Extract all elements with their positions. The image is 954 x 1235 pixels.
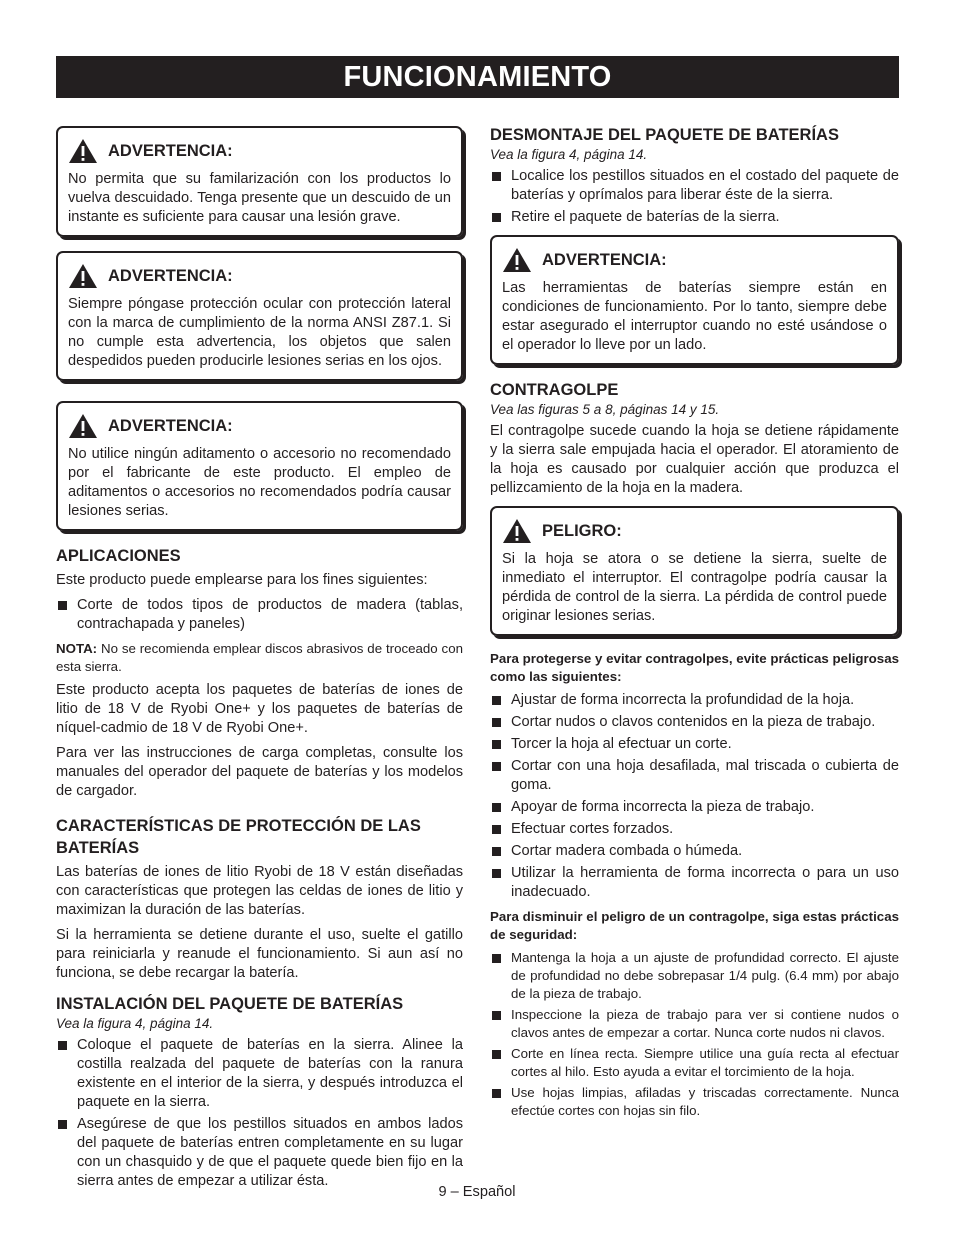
note-text: No se recomienda emplear discos abrasivos de troceado con esta sierra. (56, 641, 463, 674)
page-footer: 9 – Español (438, 1184, 516, 1200)
warning-text: Siempre póngase protección ocular con protección lateral con la marca de cumplimiento de la norma ANSI Z87.1. Si no cumple esta advertencia, los objetos que salen despedidos pueden producirle lesiones serias en los ojos. (68, 296, 451, 369)
danger-box (490, 506, 899, 636)
warning-header (68, 263, 451, 289)
list-item: Localice los pestillos situados en el costado del paquete de baterías y oprímalos para liberar éste de la sierra. (490, 167, 899, 205)
list-item: Utilizar la herramienta de forma incorrecta o para un uso inadecuado. (490, 864, 899, 902)
danger-title: PELIGRO: (542, 521, 622, 540)
avoid-intro: Para protegerse y evitar contragolpes, evite prácticas peligrosas como las siguientes: (490, 651, 899, 684)
left-column (56, 124, 463, 1197)
warning-triangle-icon (68, 263, 98, 289)
warning-triangle-icon (68, 138, 98, 164)
warning-header (502, 247, 887, 273)
warning-title: ADVERTENCIA: (108, 266, 233, 285)
avoid-list (490, 691, 899, 902)
list-item: Torcer la hoja al efectuar un corte. (490, 735, 899, 754)
list-item: Cortar madera combada o húmeda. (490, 842, 899, 861)
danger-text: Si la hoja se atora o se detiene la sierra, suelte de inmediato el interruptor. El contragolpe podría causar la pérdida de control de la sierra. La pérdida de control puede originar lesiones serias. (502, 551, 887, 624)
aplicaciones-list (56, 596, 463, 634)
warning-triangle-icon (502, 518, 532, 544)
right-column (490, 124, 899, 1126)
section-heading-instalacion: INSTALACIÓN DEL PAQUETE DE BATERÍAS (56, 995, 404, 1013)
warning-title: ADVERTENCIA: (108, 141, 233, 160)
caracteristicas-paragraph-1: Las baterías de iones de litio Ryobi de 18 V están diseñadas con características que protegen las celdas de iones de litio y maximizan la duración de las baterías. (56, 864, 463, 918)
note-label: NOTA: (56, 641, 98, 656)
warning-text: Las herramientas de baterías siempre están en condiciones de funcionamiento. Por lo tanto, siempre debe estar asegurado el interruptor cuando no esté usándose o el operador lo lleve por un lado. (502, 280, 887, 353)
list-item: Asegúrese de que los pestillos situados en ambos lados del paquete de baterías entren completamente en su lugar con un chasquido y de que el paquete quede bien fijo en la sierra antes de empezar a utilizar ésta. (56, 1115, 463, 1191)
warning-title: ADVERTENCIA: (108, 416, 233, 435)
aplicaciones-paragraph-1: Este producto acepta los paquetes de baterías de iones de litio de 18 V de Ryobi One+ y los paquetes de baterías de níquel-cadmio de 18 V de Ryobi One+. (56, 682, 463, 736)
warning-header (68, 413, 451, 439)
warning-box-4 (490, 235, 899, 365)
list-item: Efectuar cortes forzados. (490, 820, 899, 839)
safety-intro: Para disminuir el peligro de un contragolpe, siga estas prácticas de seguridad: (490, 909, 899, 942)
aplicaciones-note (56, 640, 463, 675)
desmontaje-figure-ref: Vea la figura 4, página 14. (490, 147, 648, 162)
warning-box-2 (56, 251, 463, 381)
aplicaciones-intro: Este producto puede emplearse para los fines siguientes: (56, 572, 428, 588)
list-item: Apoyar de forma incorrecta la pieza de trabajo. (490, 798, 899, 817)
warning-text: No utilice ningún aditamento o accesorio no recomendado por el fabricante de este producto. El empleo de aditamentos o accesorios no recomendados podría causar lesiones serias. (68, 446, 451, 519)
list-item: Retire el paquete de baterías de la sierra. (490, 208, 899, 227)
warning-box-1 (56, 126, 463, 237)
list-item: Cortar nudos o clavos contenidos en la pieza de trabajo. (490, 713, 899, 732)
aplicaciones-paragraph-2: Para ver las instrucciones de carga completas, consulte los manuales del operador del paquete de baterías y los modelos de cargador. (56, 745, 463, 799)
warning-header (68, 138, 451, 164)
warning-triangle-icon (68, 413, 98, 439)
list-item: Corte en línea recta. Siempre utilice una guía recta al efectuar cortes al hilo. Esto ayuda a evitar el torcimiento de la hoja. (490, 1045, 899, 1081)
list-item: Use hojas limpias, afiladas y triscadas correctamente. Nunca efectúe cortes con hojas sin filo. (490, 1084, 899, 1120)
section-heading-aplicaciones: APLICACIONES (56, 547, 181, 565)
danger-header (502, 518, 887, 544)
contragolpe-figure-ref: Vea las figuras 5 a 8, páginas 14 y 15. (490, 402, 720, 417)
warning-text: No permita que su familarización con los productos lo vuelva descuidado. Tenga presente que un descuido de un instante es suficiente para causar una lesión grave. (68, 171, 451, 225)
list-item: Coloque el paquete de baterías en la sierra. Alinee la costilla realzada del paquete de baterías con la ranura existente en el interior de la sierra, y después introduzca el paquete en la sierra. (56, 1036, 463, 1112)
list-item: Corte de todos tipos de productos de madera (tablas, contrachapada y paneles) (56, 596, 463, 634)
warning-box-3 (56, 401, 463, 531)
section-heading-desmontaje: DESMONTAJE DEL PAQUETE DE BATERÍAS (490, 126, 839, 144)
warning-title: ADVERTENCIA: (542, 250, 667, 269)
instalacion-list (56, 1036, 463, 1191)
contragolpe-paragraph: El contragolpe sucede cuando la hoja se detiene rápidamente y la sierra sale empujada hacia el operador. El atoramiento de la hoja es causado por cualquier acción que produzca el pellizcamiento de la hoja en la madera. (490, 423, 899, 496)
list-item: Cortar con una hoja desafilada, mal triscada o cubierta de goma. (490, 757, 899, 795)
list-item: Ajustar de forma incorrecta la profundidad de la hoja. (490, 691, 899, 710)
list-item: Inspeccione la pieza de trabajo para ver si contiene nudos o clavos antes de empezar a cortar. Nunca corte nudos ni clavos. (490, 1006, 899, 1042)
section-heading-caracteristicas: CARACTERÍSTICAS DE PROTECCIÓN DE LAS BATERÍAS (56, 817, 421, 857)
list-item: Mantenga la hoja a un ajuste de profundidad correcto. El ajuste de profundidad no debe sobrepasar 1/4 pulg. (6.4 mm) por abajo de la pieza de trabajo. (490, 949, 899, 1003)
section-heading-contragolpe: CONTRAGOLPE (490, 381, 619, 399)
caracteristicas-paragraph-2: Si la herramienta se detiene durante el uso, suelte el gatillo para reiniciarla y reanude el funcionamiento. Si aun así no funciona, se debe recargar la batería. (56, 927, 463, 981)
instalacion-figure-ref: Vea la figura 4, página 14. (56, 1016, 214, 1031)
safety-list (490, 949, 899, 1120)
desmontaje-list (490, 167, 899, 227)
warning-triangle-icon (502, 247, 532, 273)
page-title: FUNCIONAMIENTO (56, 56, 899, 98)
